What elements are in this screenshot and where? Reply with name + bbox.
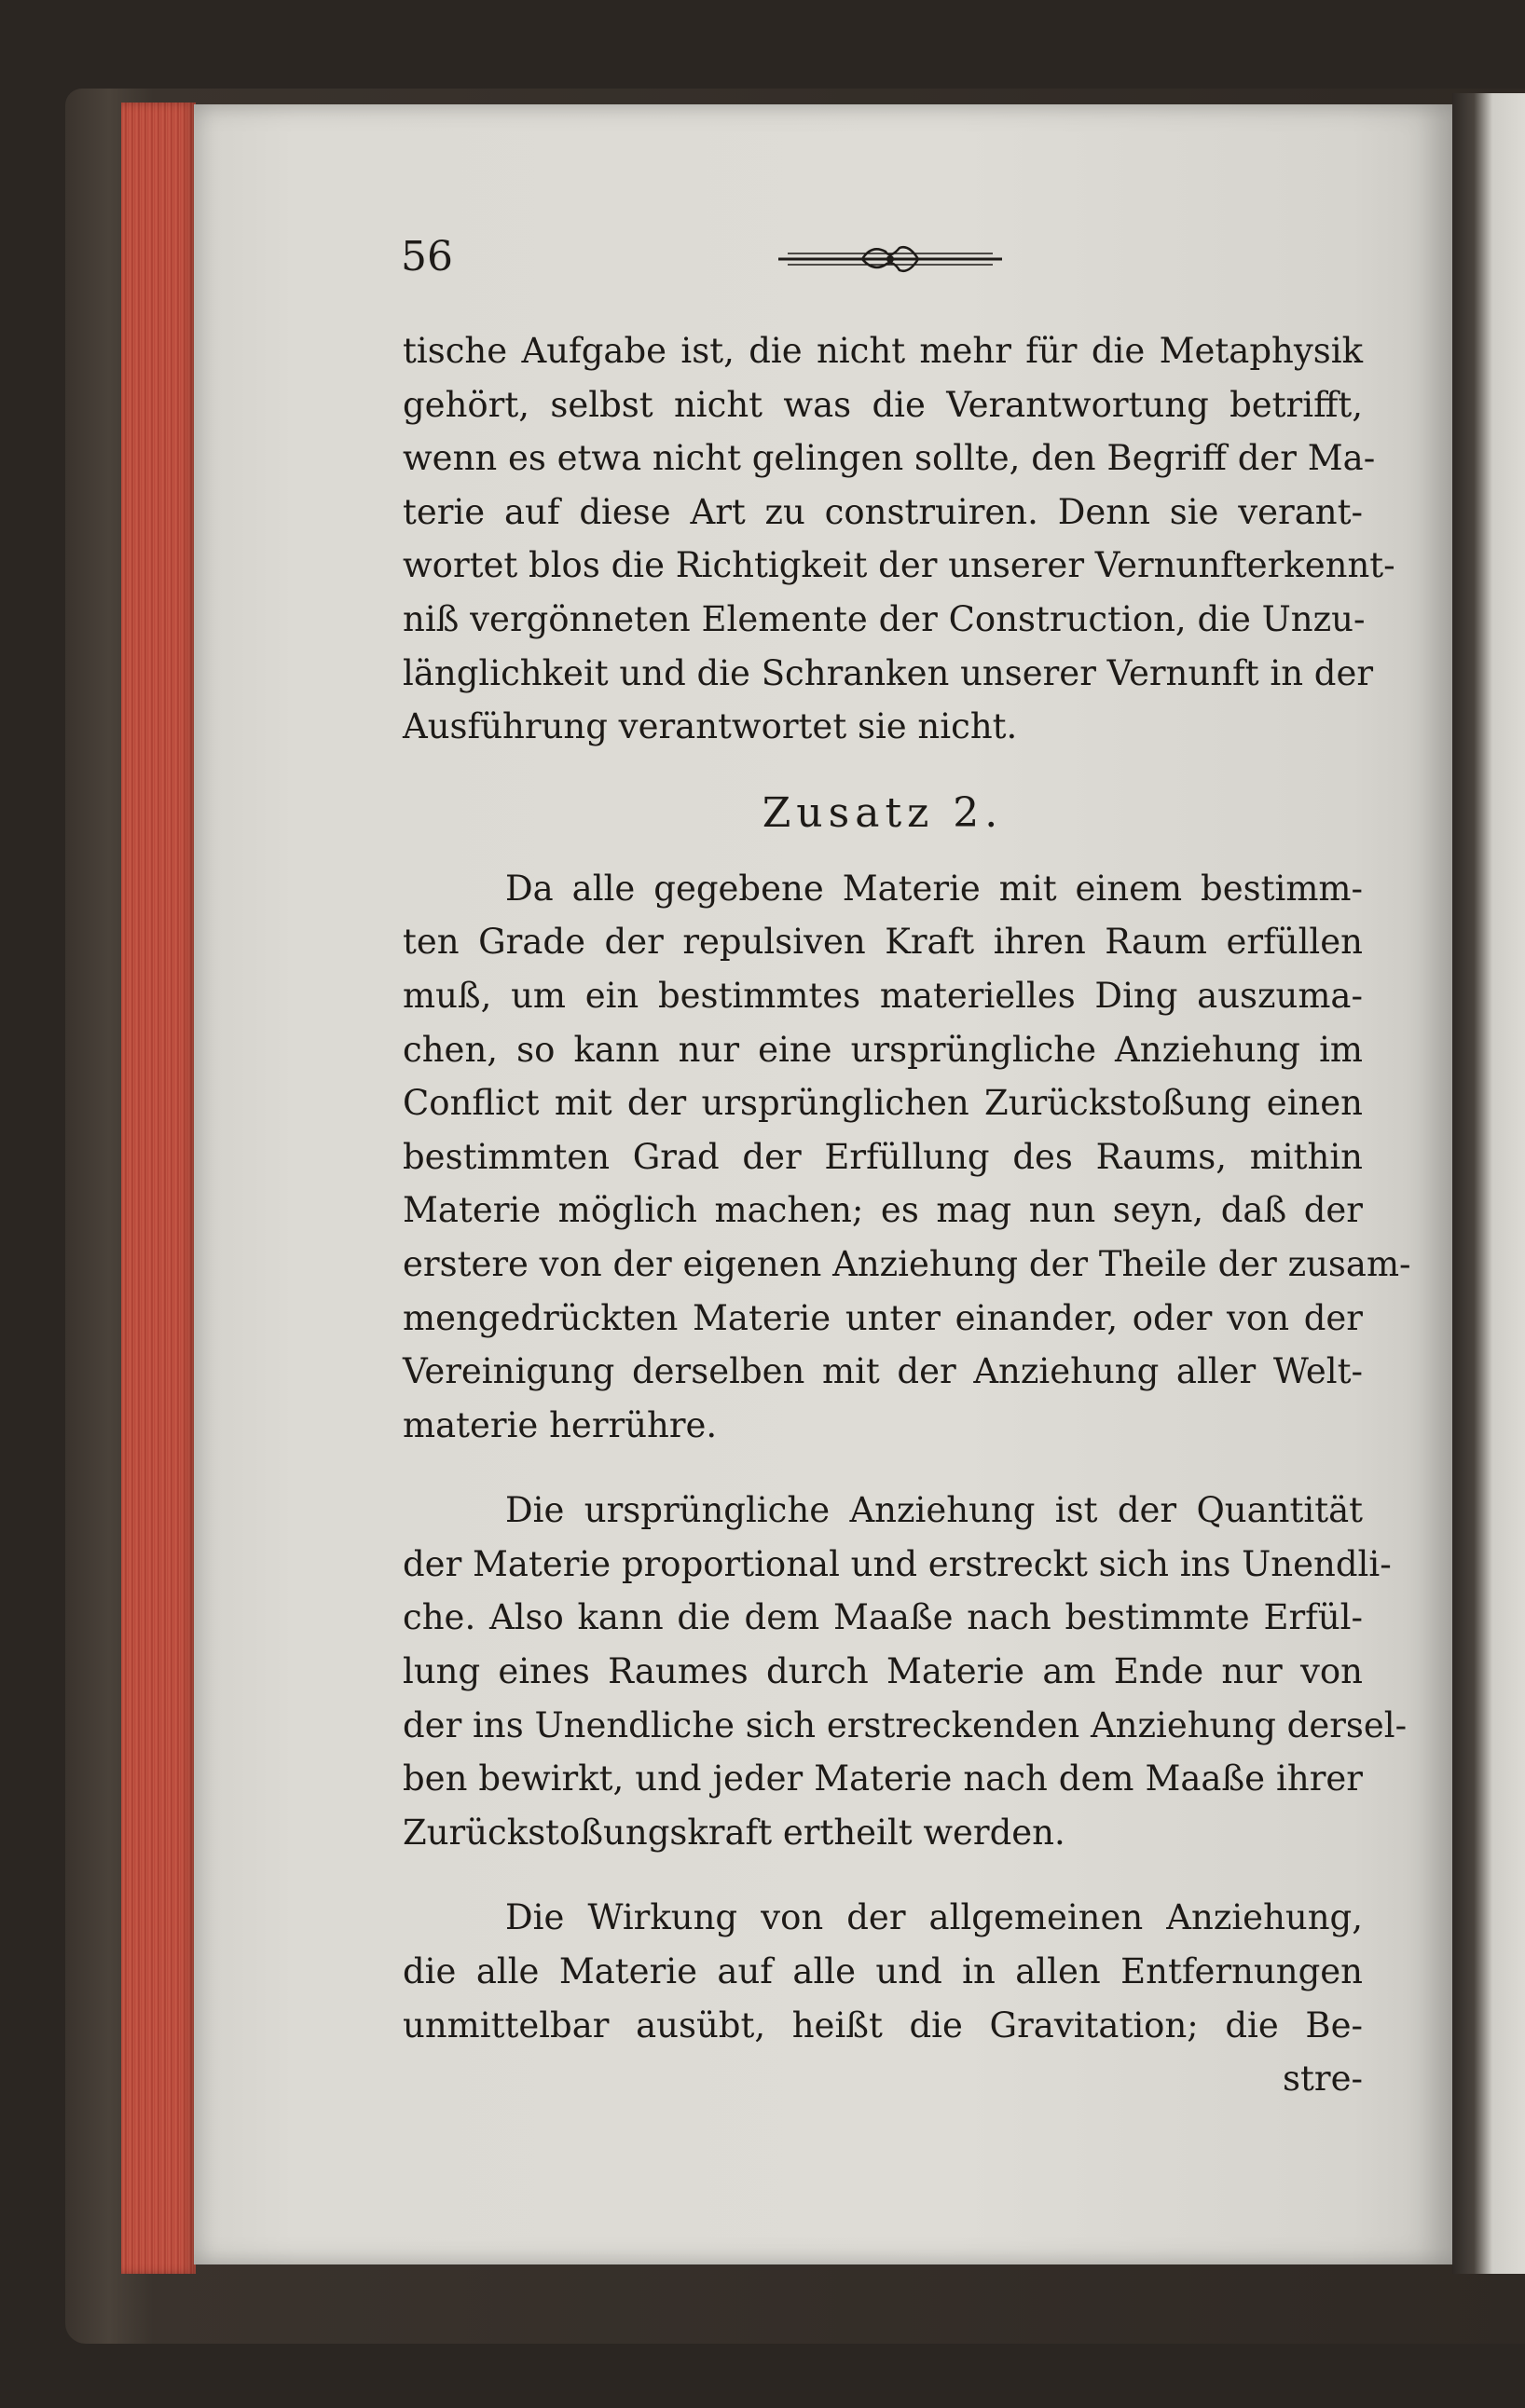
paragraph-1 <box>403 324 1395 754</box>
text-line: gehört, selbst nicht was die Verantwortung betrifft, <box>403 384 1363 425</box>
text-line: terie auf diese Art zu construiren. Denn sie verant- <box>403 491 1363 532</box>
page-number: 56 <box>401 233 453 280</box>
paragraph-gap <box>403 1452 1363 1484</box>
text-line: wortet blos die Richtigkeit der unserer Vernunfterkennt- <box>403 545 1395 586</box>
text-line: Materie möglich machen; es mag nun seyn, daß der <box>403 1190 1363 1231</box>
paragraph-4 <box>403 1891 1363 2052</box>
text-line: niß vergönneten Elemente der Construction, die Unzu- <box>403 598 1366 639</box>
text-line: Zurückstoßungskraft ertheilt werden. <box>403 1812 1065 1853</box>
text-line: tische Aufgabe ist, die nicht mehr für die Metaphysik <box>403 331 1363 371</box>
text-line: ten Grade der repulsiven Kraft ihren Raum erfüllen <box>403 922 1363 963</box>
text-line: ben bewirkt, und jeder Materie nach dem Maaße ihrer <box>403 1758 1363 1799</box>
text-line: länglichkeit und die Schranken unserer Vernunft in der <box>403 652 1374 693</box>
text-line: chen, so kann nur eine ursprüngliche Anziehung im <box>403 1029 1363 1070</box>
page-text <box>403 324 1411 2106</box>
text-line: Vereinigung derselben mit der Anziehung aller Welt- <box>403 1351 1363 1392</box>
text-line: die alle Materie auf alle und in allen Entfernungen <box>403 1951 1363 1992</box>
text-line: wenn es etwa nicht gelingen sollte, den Begriff der Ma- <box>403 438 1376 479</box>
text-line: lung eines Raumes durch Materie am Ende nur von <box>403 1651 1363 1692</box>
paragraph-gap <box>403 1859 1363 1891</box>
text-line: Die Wirkung von der allgemeinen Anziehung, <box>505 1897 1363 1938</box>
page-edges <box>121 103 196 2274</box>
facing-page-gutter <box>1452 93 1525 2274</box>
text-line: Conflict mit der ursprünglichen Zurückstoßung einen <box>403 1083 1363 1124</box>
text-line: der Materie proportional und erstreckt sich ins Unendli- <box>403 1543 1392 1584</box>
text-line: Die ursprüngliche Anziehung ist der Quantität <box>505 1490 1363 1531</box>
text-line: mengedrückten Materie unter einander, oder von der <box>403 1297 1363 1338</box>
text-line: Da alle gegebene Materie mit einem bestimm- <box>505 868 1363 909</box>
catchword: stre- <box>1283 2059 1363 2100</box>
text-line: materie herrühre. <box>403 1404 718 1445</box>
paragraph-2 <box>403 862 1411 1453</box>
text-line: erstere von der eigenen Anziehung der Theile der zusam- <box>403 1243 1411 1284</box>
text-line: bestimmten Grad der Erfüllung des Raums, mithin <box>403 1136 1363 1177</box>
page-header <box>401 233 1370 289</box>
text-line: muß, um ein bestimmtes materielles Ding auszuma- <box>403 975 1363 1016</box>
text-line: unmittelbar ausübt, heißt die Gravitation; die Be- <box>403 2004 1363 2045</box>
paragraph-3 <box>403 1484 1408 1859</box>
ornament-icon <box>769 240 1011 278</box>
section-heading: Zusatz 2. <box>762 788 1004 837</box>
text-line: Ausführung verantwortet sie nicht. <box>403 706 1018 747</box>
text-line: che. Also kann die dem Maaße nach bestimmte Erfül- <box>403 1597 1363 1638</box>
text-line: der ins Unendliche sich erstreckenden Anziehung dersel- <box>403 1704 1408 1745</box>
